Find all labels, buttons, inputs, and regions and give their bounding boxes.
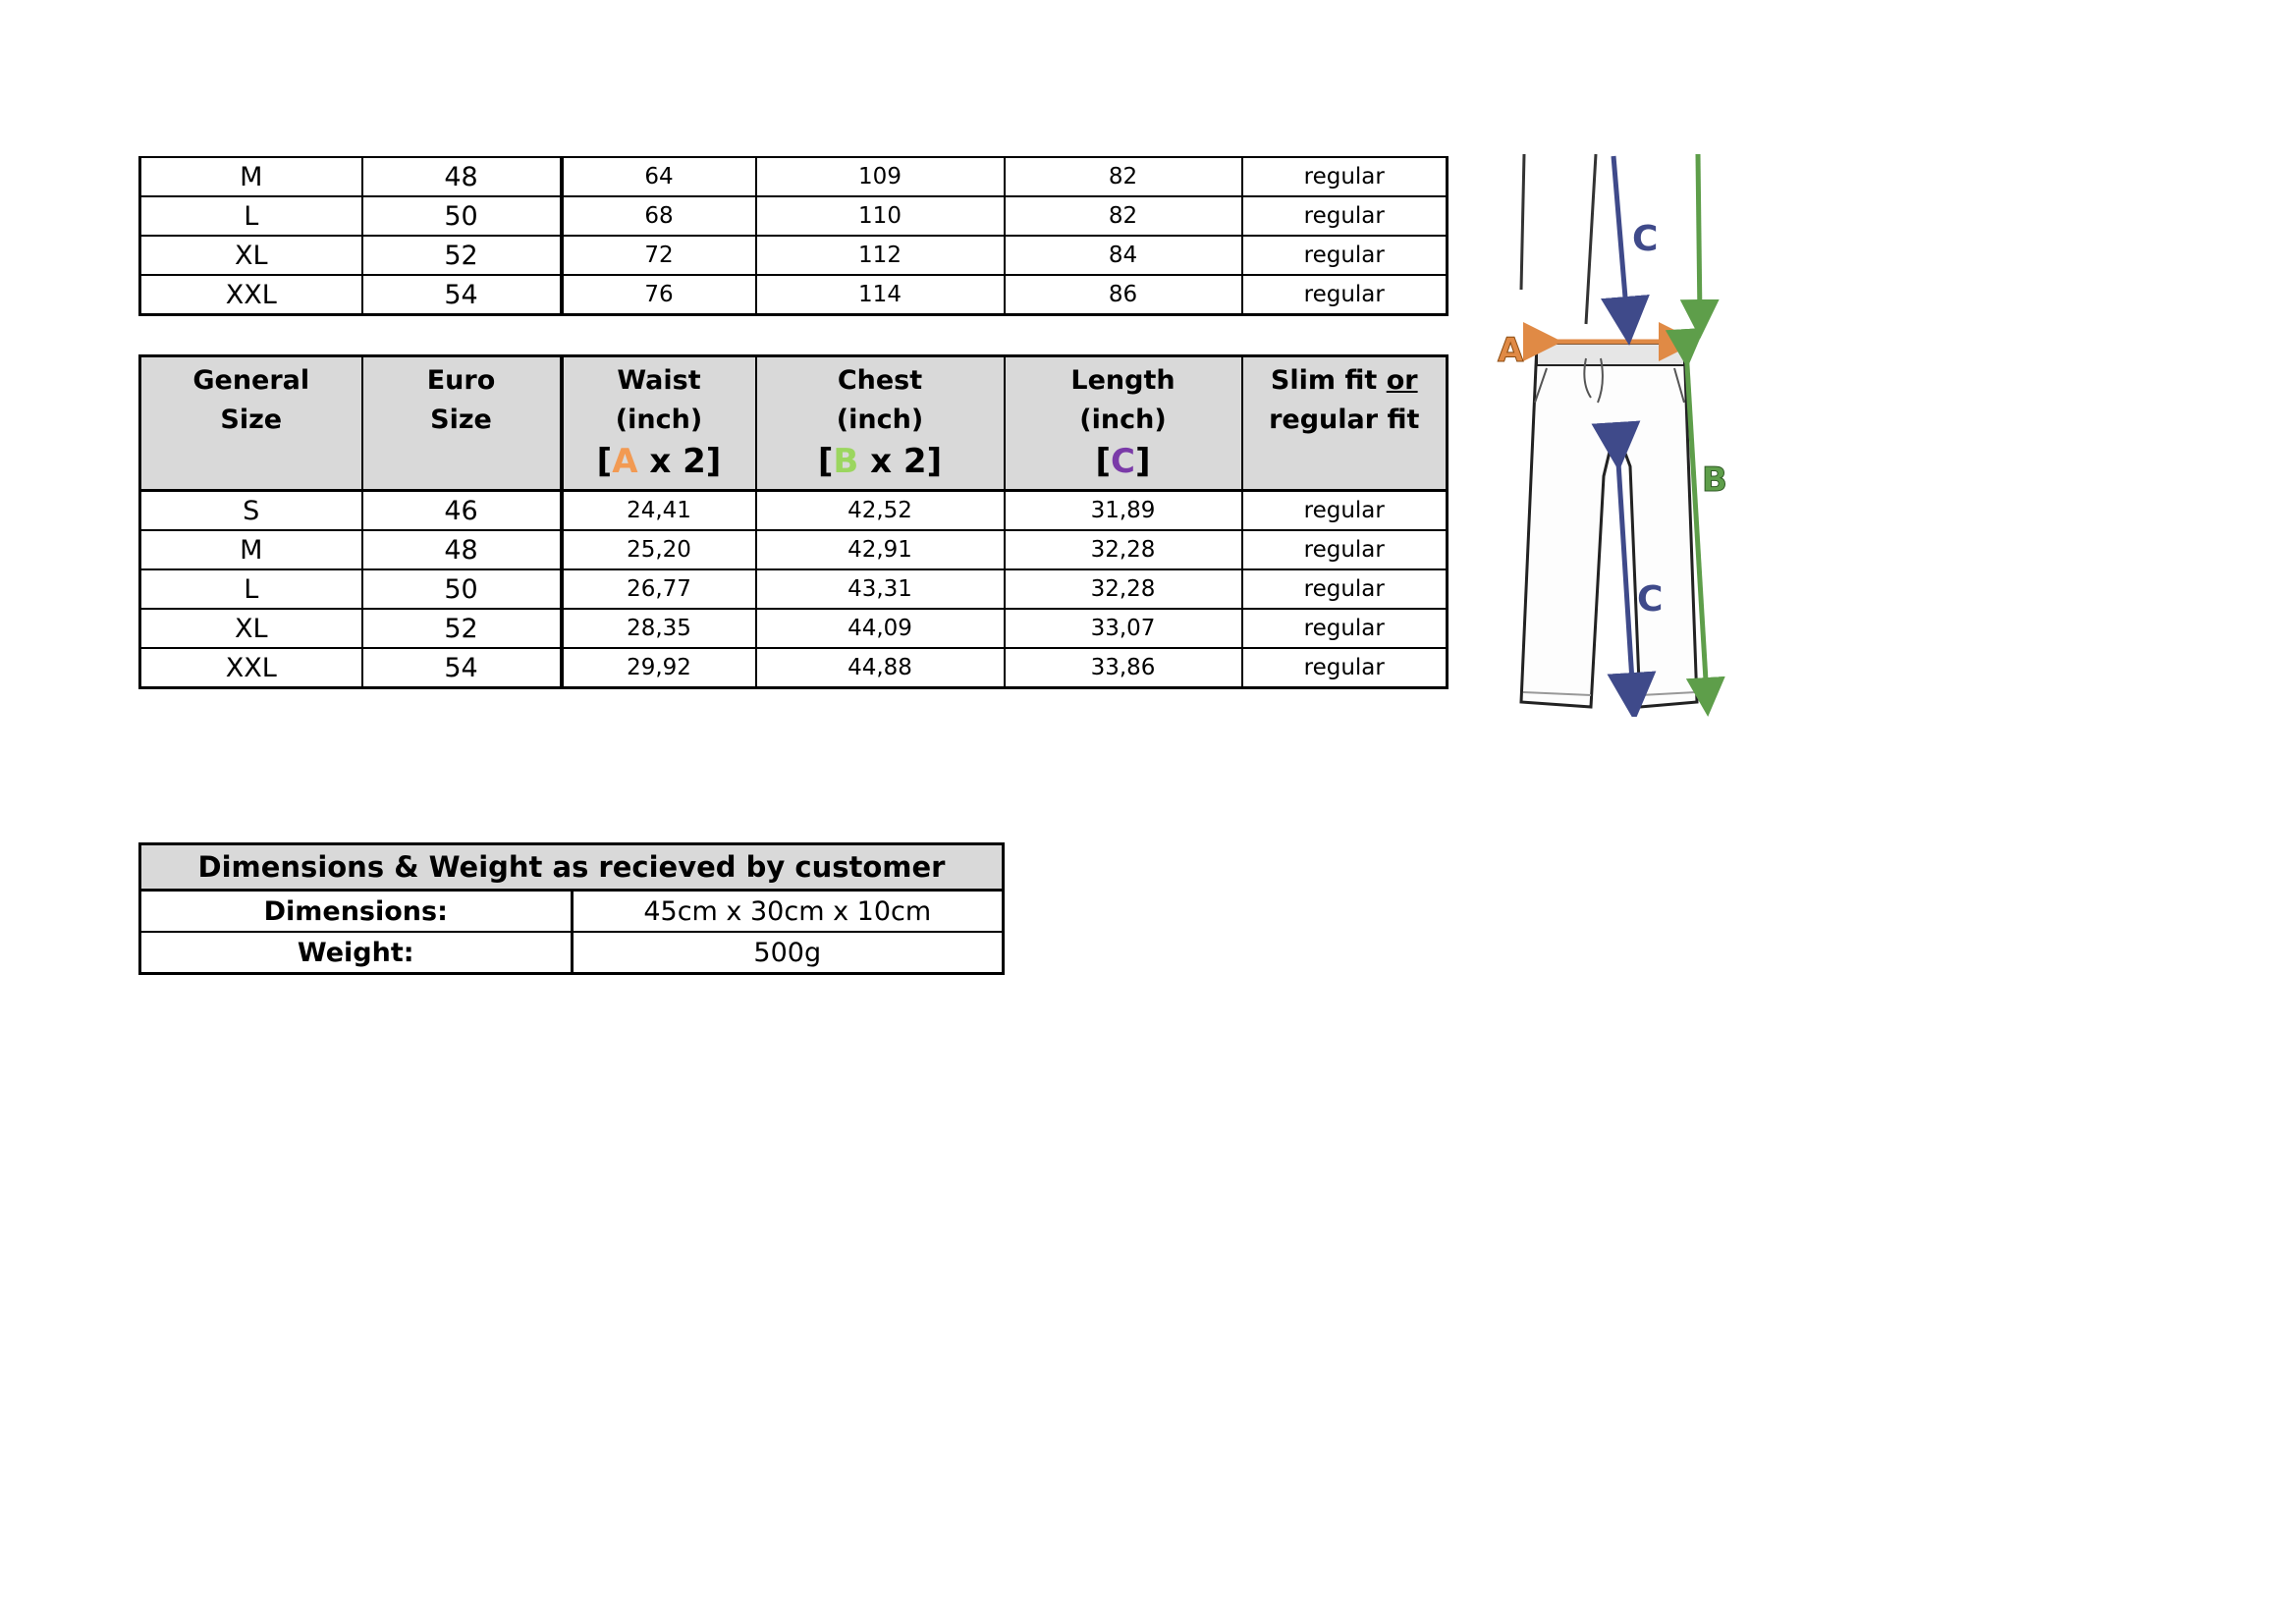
- chest-cell: 43,31: [756, 569, 1005, 609]
- general-size-cell: M: [140, 530, 362, 569]
- table-header-row: [140, 356, 1448, 491]
- header-length: Length (inch) [C]: [1005, 356, 1242, 491]
- fit-cell: regular: [1242, 609, 1448, 648]
- waist-cell: 64: [562, 157, 756, 196]
- chest-cell: 42,52: [756, 491, 1005, 531]
- dimensions-label: Dimensions:: [140, 891, 573, 933]
- pants-measurement-diagram: [1488, 152, 1753, 717]
- table-row: [140, 491, 1448, 531]
- fit-cell: regular: [1242, 491, 1448, 531]
- euro-size-cell: 54: [362, 275, 562, 315]
- euro-size-cell: 54: [362, 648, 562, 688]
- waistband: [1537, 344, 1684, 365]
- size-table-inch: [138, 354, 1449, 689]
- length-cell: 33,07: [1005, 609, 1242, 648]
- waist-cell: 76: [562, 275, 756, 315]
- length-cell: 84: [1005, 236, 1242, 275]
- length-formula: [C]: [1095, 442, 1151, 481]
- waist-cell: 26,77: [562, 569, 756, 609]
- fit-cell: regular: [1242, 569, 1448, 609]
- general-size-cell: M: [140, 157, 362, 196]
- dimensions-value: 45cm x 30cm x 10cm: [572, 891, 1004, 933]
- table-row: [140, 891, 1004, 933]
- euro-size-cell: 52: [362, 236, 562, 275]
- dimensions-table-title: Dimensions & Weight as recieved by customer: [140, 844, 1004, 891]
- general-size-cell: S: [140, 491, 362, 531]
- euro-size-cell: 48: [362, 157, 562, 196]
- chest-cell: 110: [756, 196, 1005, 236]
- length-cell: 82: [1005, 157, 1242, 196]
- euro-size-cell: 50: [362, 196, 562, 236]
- header-euro-size: Euro Size: [362, 356, 562, 491]
- euro-size-cell: 46: [362, 491, 562, 531]
- header-general-size: General Size: [140, 356, 362, 491]
- pants-outline: [1521, 344, 1697, 707]
- upper-leg-outline: [1521, 154, 1596, 324]
- chest-cell: 42,91: [756, 530, 1005, 569]
- fit-cell: regular: [1242, 157, 1448, 196]
- general-size-cell: L: [140, 196, 362, 236]
- waist-cell: 68: [562, 196, 756, 236]
- chest-cell: 114: [756, 275, 1005, 315]
- table-row: [140, 236, 1448, 275]
- table-row: [140, 196, 1448, 236]
- chest-cell: 44,88: [756, 648, 1005, 688]
- length-cell: 31,89: [1005, 491, 1242, 531]
- table-row: [140, 275, 1448, 315]
- chest-cell: 109: [756, 157, 1005, 196]
- header-fit: Slim fit or regular fit: [1242, 356, 1448, 491]
- label-b: B: [1702, 460, 1727, 500]
- fit-cell: regular: [1242, 530, 1448, 569]
- size-table-cm: [138, 156, 1449, 316]
- length-cell: 33,86: [1005, 648, 1242, 688]
- waist-formula: [A x 2]: [596, 442, 722, 481]
- waist-cell: 72: [562, 236, 756, 275]
- fit-cell: regular: [1242, 196, 1448, 236]
- length-cell: 86: [1005, 275, 1242, 315]
- euro-size-cell: 48: [362, 530, 562, 569]
- weight-value: 500g: [572, 932, 1004, 974]
- arrow-b-top: [1698, 154, 1700, 319]
- general-size-cell: L: [140, 569, 362, 609]
- table-header-row: [140, 844, 1004, 891]
- waist-cell: 29,92: [562, 648, 756, 688]
- arrow-c-top: [1613, 156, 1627, 321]
- euro-size-cell: 50: [362, 569, 562, 609]
- fit-cell: regular: [1242, 275, 1448, 315]
- general-size-cell: XXL: [140, 648, 362, 688]
- length-cell: 32,28: [1005, 530, 1242, 569]
- table-row: [140, 648, 1448, 688]
- header-waist: Waist (inch) [A x 2]: [562, 356, 756, 491]
- waist-cell: 25,20: [562, 530, 756, 569]
- chest-formula: [B x 2]: [817, 442, 943, 481]
- weight-label: Weight:: [140, 932, 573, 974]
- length-cell: 82: [1005, 196, 1242, 236]
- fit-cell: regular: [1242, 236, 1448, 275]
- header-chest: Chest (inch) [B x 2]: [756, 356, 1005, 491]
- dimensions-weight-table: [138, 842, 1005, 975]
- fit-cell: regular: [1242, 648, 1448, 688]
- chest-cell: 44,09: [756, 609, 1005, 648]
- length-cell: 32,28: [1005, 569, 1242, 609]
- euro-size-cell: 52: [362, 609, 562, 648]
- waist-cell: 24,41: [562, 491, 756, 531]
- chest-cell: 112: [756, 236, 1005, 275]
- general-size-cell: XL: [140, 236, 362, 275]
- general-size-cell: XL: [140, 609, 362, 648]
- label-c-bottom: C: [1637, 579, 1664, 620]
- table-row: [140, 932, 1004, 974]
- label-a: A: [1498, 331, 1524, 370]
- general-size-cell: XXL: [140, 275, 362, 315]
- table-row: [140, 569, 1448, 609]
- table-row: [140, 530, 1448, 569]
- label-c-top: C: [1632, 219, 1659, 259]
- table-row: [140, 609, 1448, 648]
- table-row: [140, 157, 1448, 196]
- waist-cell: 28,35: [562, 609, 756, 648]
